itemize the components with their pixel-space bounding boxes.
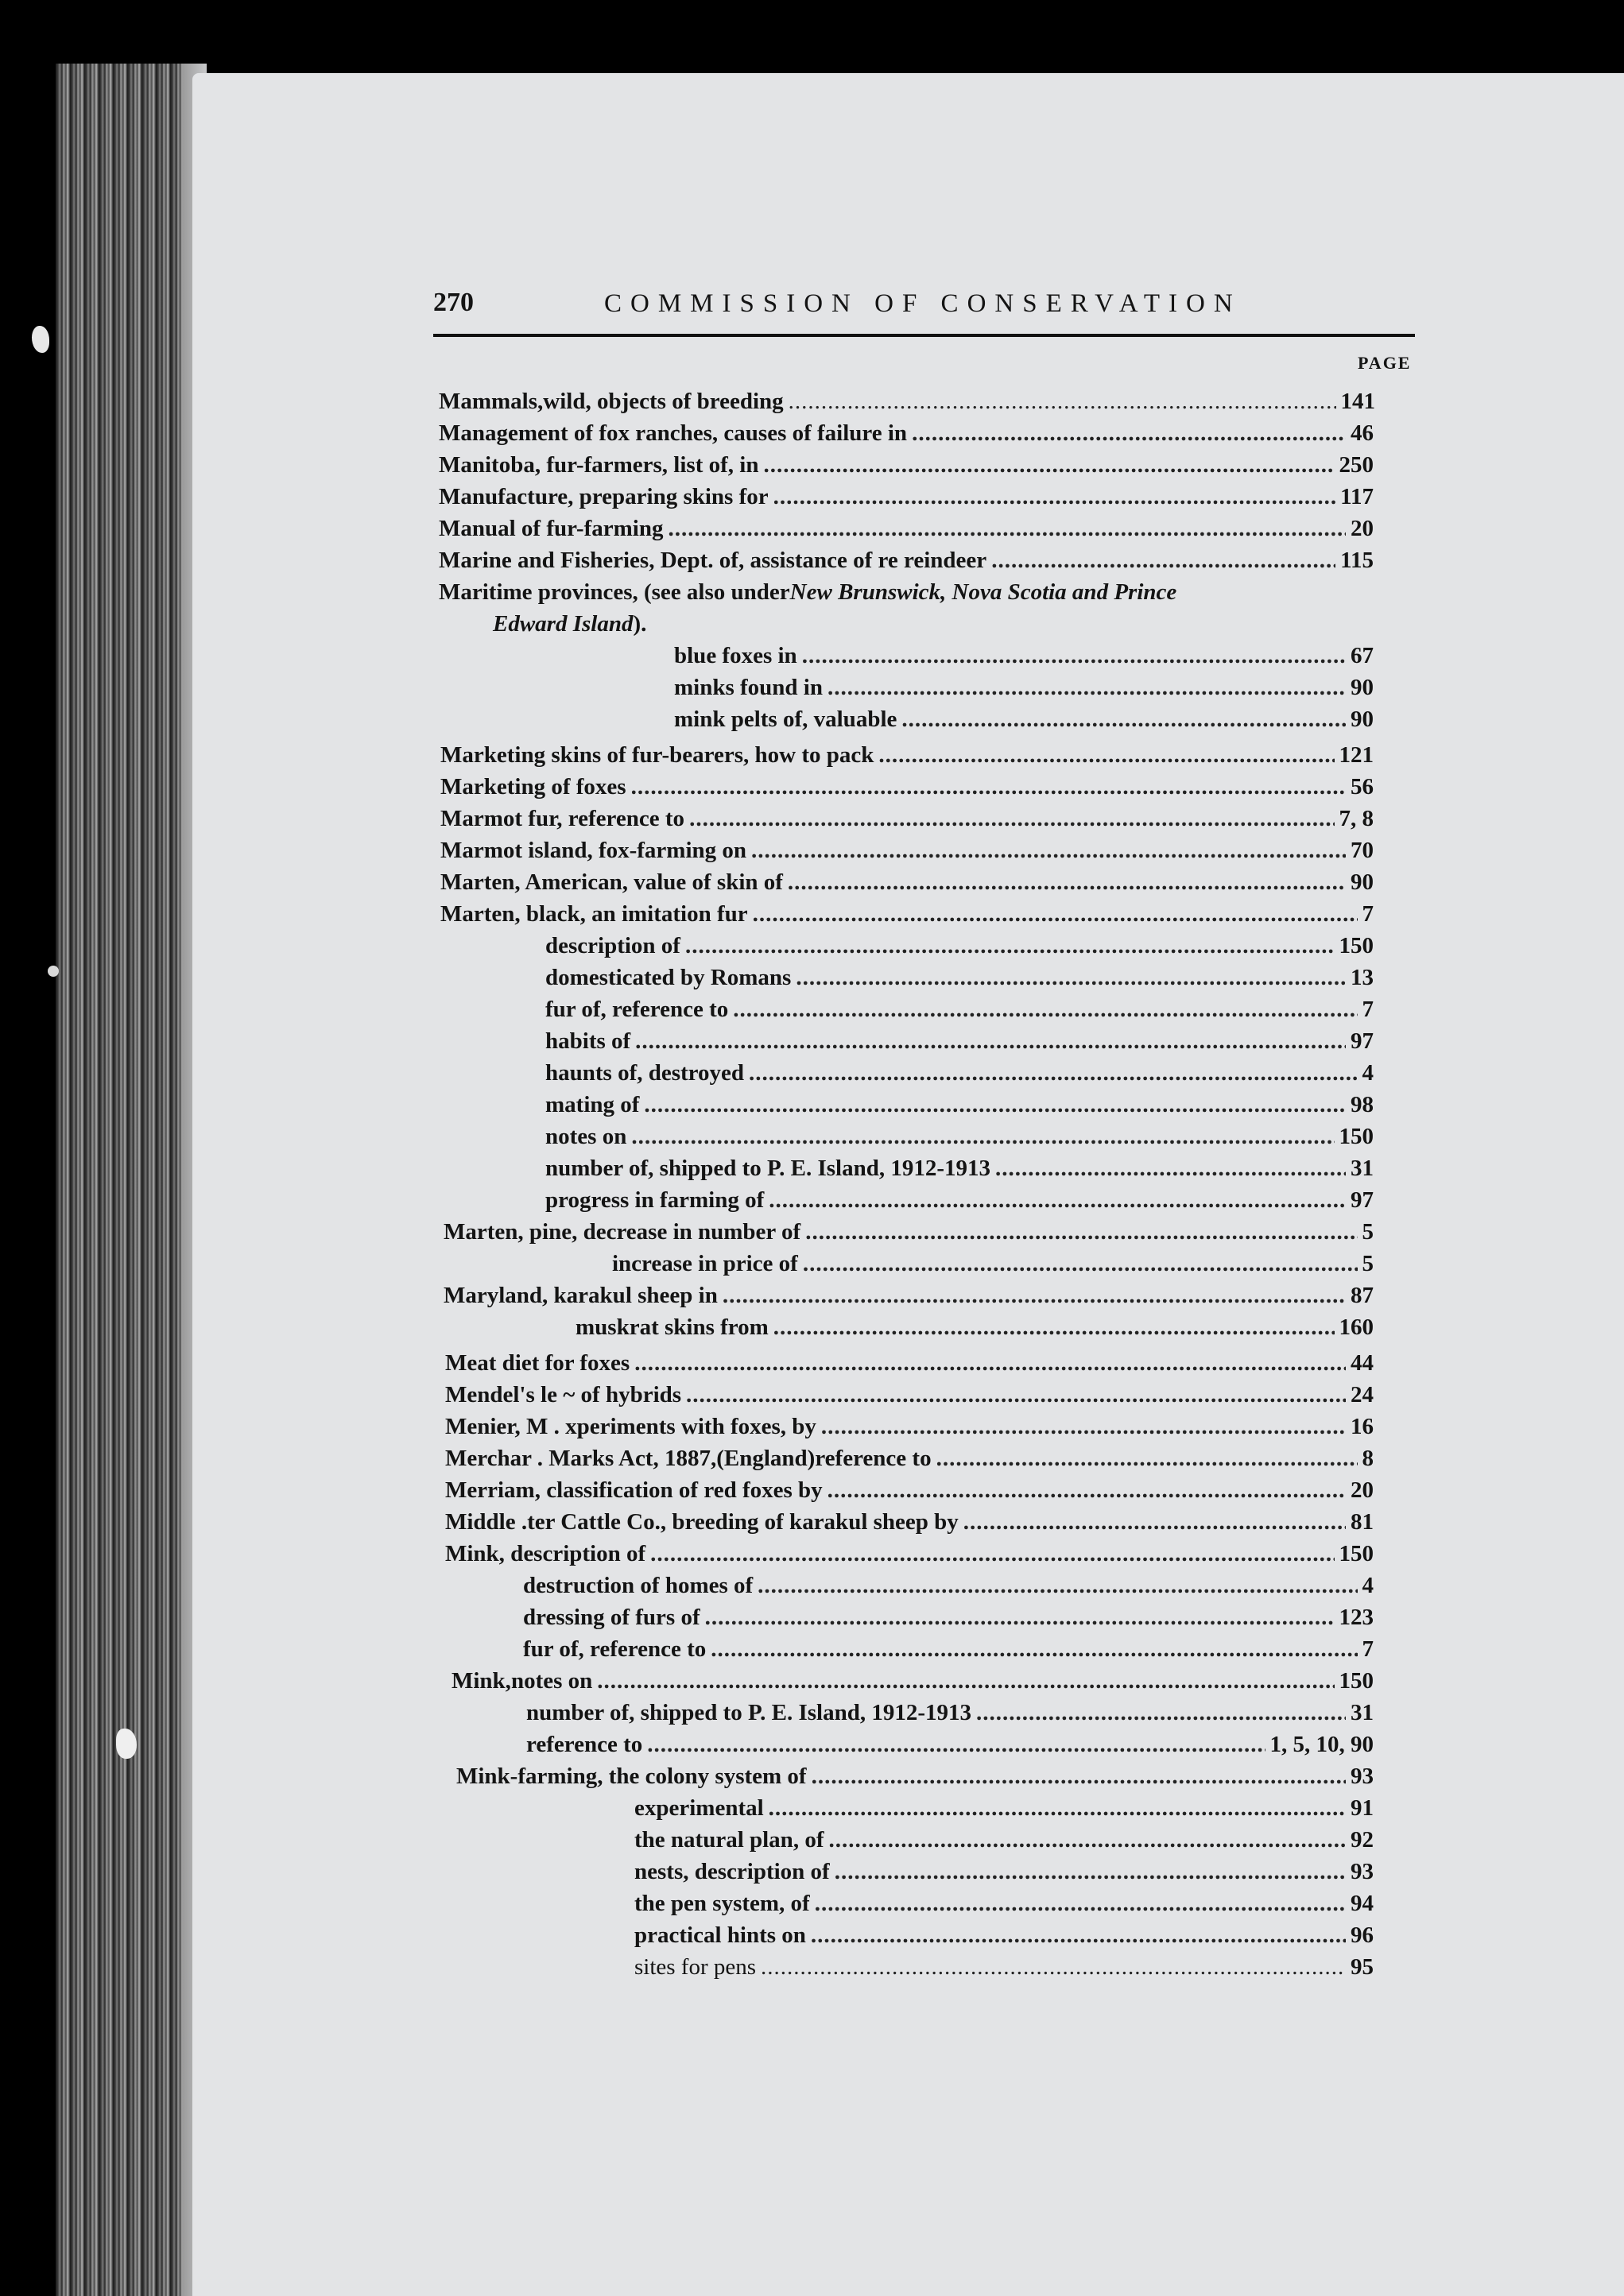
page-number: 270: [433, 288, 474, 317]
index-entry: [445, 1411, 1374, 1442]
dot-leader: [821, 1411, 1346, 1442]
dot-leader: [668, 513, 1346, 544]
entry-text: Merriam, classification of red foxes by: [445, 1477, 823, 1503]
entry-page: 8: [1362, 1446, 1374, 1471]
dot-leader: [686, 1379, 1346, 1411]
entry-page: 20: [1351, 1477, 1374, 1503]
dot-leader: [705, 1601, 1335, 1633]
dot-leader: [812, 1760, 1346, 1792]
index-subentry: [545, 993, 1374, 1025]
entry-page: 4: [1362, 1573, 1374, 1598]
entry-page: 117: [1340, 484, 1374, 509]
dot-leader: [912, 417, 1346, 449]
dot-leader: [751, 834, 1346, 866]
index-entry: [439, 417, 1374, 449]
index-entry: [439, 449, 1374, 481]
index-subentry: [634, 1919, 1374, 1951]
entry-page: 121: [1339, 742, 1374, 768]
entry-page: 5: [1362, 1219, 1374, 1245]
index-subentry: [545, 1025, 1374, 1057]
entry-text: muskrat skins from: [576, 1314, 769, 1340]
entry-text: Mink-farming, the colony system of: [456, 1764, 807, 1789]
index-entry: [456, 1760, 1374, 1792]
index-entry: [445, 1379, 1374, 1411]
entry-page: 150: [1339, 1541, 1374, 1566]
entry-text: reference to: [526, 1732, 643, 1757]
dot-leader: [976, 1697, 1346, 1729]
entry-text: Marten, pine, decrease in number of: [444, 1219, 801, 1245]
entry-text: Management of fox ranches, causes of failure in: [439, 420, 908, 446]
index-entry: [445, 1347, 1374, 1379]
index-subentry: [545, 1089, 1374, 1121]
entry-text: habits of: [545, 1028, 631, 1054]
dot-leader: [828, 1474, 1346, 1506]
index-entry: [440, 866, 1374, 898]
index-subentry: [545, 962, 1374, 993]
entry-heading: Mammals,: [439, 389, 544, 414]
dot-leader: [803, 1248, 1358, 1280]
entry-page: 94: [1351, 1891, 1374, 1916]
entry-page: 90: [1351, 707, 1374, 732]
entry-page: 150: [1339, 933, 1374, 958]
dot-leader: [647, 1729, 1265, 1760]
entry-page: 90: [1351, 869, 1374, 895]
entry-page: 13: [1351, 965, 1374, 990]
entry-page: 91: [1351, 1795, 1374, 1821]
entry-page: 16: [1351, 1414, 1374, 1439]
entry-text: Middle .ter Cattle Co., breeding of karakul sheep by: [445, 1509, 959, 1535]
entry-text: blue foxes in: [674, 643, 797, 668]
dot-leader: [733, 993, 1357, 1025]
entry-page: 67: [1351, 643, 1374, 668]
entry-text: Mink, description of: [445, 1541, 646, 1566]
dot-leader: [936, 1442, 1358, 1474]
entry-text: minks found in: [674, 675, 823, 700]
entry-page: 56: [1351, 774, 1374, 800]
entry-text: mink pelts of, valuable: [674, 707, 897, 732]
index-entry: [439, 481, 1374, 513]
index-subentry: [576, 1311, 1374, 1343]
entry-see-also: New Brunswick, Nova Scotia and Prince: [789, 579, 1177, 605]
index-subentry: [634, 1888, 1374, 1919]
entry-page: 93: [1351, 1859, 1374, 1884]
entry-text: Marten, black, an imitation fur: [440, 901, 748, 927]
entry-text: Merchar . Marks Act, 1887,: [445, 1446, 717, 1471]
index-entry: [445, 1506, 1374, 1538]
index-entry: [445, 1474, 1374, 1506]
entry-page: 141: [1340, 389, 1375, 414]
index-subentry: [523, 1633, 1374, 1665]
entry-page: 7: [1362, 997, 1374, 1022]
dot-leader: [689, 803, 1334, 834]
entry-page: 7, 8: [1339, 806, 1374, 831]
running-title: COMMISSION OF CONSERVATION: [604, 289, 1242, 318]
entry-page: 93: [1351, 1764, 1374, 1789]
dot-leader: [796, 962, 1346, 993]
entry-text: nests, description of: [634, 1859, 830, 1884]
entry-text: reference to: [815, 1446, 932, 1471]
entry-text: dressing of furs of: [523, 1605, 700, 1630]
index-entry: [439, 385, 1375, 417]
index-subentry: [634, 1951, 1374, 1983]
entry-page: 31: [1351, 1700, 1374, 1725]
dot-leader: [901, 703, 1346, 735]
dot-leader: [685, 930, 1335, 962]
index-subentry: [545, 1184, 1374, 1216]
entry-text: Manufacture, preparing skins for: [439, 484, 769, 509]
dot-leader: [723, 1280, 1346, 1311]
entry-text: Marine and Fisheries, Dept. of, assistance of re reindeer: [439, 548, 987, 573]
dot-leader: [631, 771, 1346, 803]
entry-page: 87: [1351, 1283, 1374, 1308]
entry-text: Marketing skins of fur-bearers, how to pack: [440, 742, 874, 768]
dot-leader: [758, 1570, 1357, 1601]
dot-leader: [773, 481, 1335, 513]
index-subentry: [545, 930, 1374, 962]
page-column-label: PAGE: [1358, 353, 1412, 373]
index-subentry: [634, 1792, 1374, 1824]
entry-text: notes on: [545, 1124, 627, 1149]
entry-page: 24: [1351, 1382, 1374, 1407]
index-subentry: [545, 1121, 1374, 1152]
entry-page: 115: [1340, 548, 1374, 573]
entry-text: Maryland, karakul sheep in: [444, 1283, 718, 1308]
index-subentry: [634, 1856, 1374, 1888]
entry-page: 7: [1362, 1636, 1374, 1662]
dot-leader: [788, 866, 1346, 898]
entry-page: 97: [1351, 1028, 1374, 1054]
entry-text: Marmot island, fox-farming on: [440, 838, 747, 863]
dot-leader: [828, 1824, 1346, 1856]
entry-see-also: Edward Island: [493, 611, 634, 637]
dot-leader: [802, 640, 1346, 672]
index-entry: [445, 1442, 1374, 1474]
index-entry: [440, 771, 1374, 803]
entry-page: 5: [1362, 1251, 1374, 1276]
entry-text: mating of: [545, 1092, 640, 1117]
entry-page: 44: [1351, 1350, 1374, 1376]
dot-leader: [995, 1152, 1346, 1184]
dot-leader: [789, 385, 1336, 417]
index-subentry: [634, 1824, 1374, 1856]
dot-leader: [761, 1951, 1346, 1983]
index-entry: [440, 803, 1374, 834]
entry-text: notes on: [510, 1668, 593, 1694]
index-entry: [445, 1538, 1374, 1570]
dot-leader: [631, 1121, 1334, 1152]
entry-text: Marten, American, value of skin of: [440, 869, 783, 895]
entry-page: 98: [1351, 1092, 1374, 1117]
dot-leader: [963, 1506, 1346, 1538]
index-entry: [440, 898, 1374, 930]
index-entry: [444, 1216, 1374, 1248]
dot-leader: [805, 1216, 1357, 1248]
entry-text: wild, objects of breeding: [543, 389, 784, 414]
index-entry: [439, 576, 1377, 608]
index-entry: [440, 739, 1374, 771]
entry-text: domesticated by Romans: [545, 965, 792, 990]
entry-text: Meat diet for foxes: [445, 1350, 630, 1376]
index-subentry: [523, 1570, 1374, 1601]
entry-text: number of, shipped to P. E. Island, 1912-1913: [526, 1700, 971, 1725]
dot-leader: [650, 1538, 1334, 1570]
index-entry: [439, 544, 1374, 576]
entry-text: Manitoba, fur-farmers, list of, in: [439, 452, 759, 478]
index-entry: [440, 834, 1374, 866]
entry-text: progress in farming of: [545, 1187, 765, 1213]
entry-page: 7: [1362, 901, 1374, 927]
entry-text: Mendel's le ~ of hybrids: [445, 1382, 682, 1407]
entry-text: the natural plan, of: [634, 1827, 824, 1853]
index-subentry: [526, 1729, 1374, 1760]
index-entry: [444, 1280, 1374, 1311]
entry-page: 46: [1351, 420, 1374, 446]
entry-text: destruction of homes of: [523, 1573, 754, 1598]
entry-text: Maritime provinces, (see also under: [439, 579, 790, 605]
index-subentry: [526, 1697, 1374, 1729]
index-subentry: [545, 1152, 1374, 1184]
dot-leader: [769, 1184, 1346, 1216]
index-entry-continuation: [493, 608, 970, 640]
dot-leader: [815, 1888, 1346, 1919]
index-subentry: [612, 1248, 1374, 1280]
dot-leader: [811, 1919, 1346, 1951]
dot-leader: [635, 1025, 1346, 1057]
entry-page: 81: [1351, 1509, 1374, 1535]
entry-text: haunts of, destroyed: [545, 1060, 745, 1086]
entry-text: Manual of fur-farming: [439, 516, 664, 541]
entry-text: Menier, M . xperiments with foxes, by: [445, 1414, 816, 1439]
dot-leader: [634, 1347, 1346, 1379]
entry-text: number of, shipped to P. E. Island, 1912-1913: [545, 1156, 990, 1181]
entry-text: ).: [633, 611, 647, 637]
entry-text: experimental: [634, 1795, 764, 1821]
dot-leader: [711, 1633, 1357, 1665]
entry-page: 250: [1339, 452, 1374, 478]
entry-page: 90: [1351, 675, 1374, 700]
dot-leader: [828, 672, 1346, 703]
dot-leader: [835, 1856, 1346, 1888]
index-subentry: [674, 672, 1374, 703]
entry-page: 123: [1339, 1605, 1374, 1630]
index-entry: [452, 1665, 1374, 1697]
index-subentry: [545, 1057, 1374, 1089]
dot-leader: [644, 1089, 1346, 1121]
entry-page: 31: [1351, 1156, 1374, 1181]
entry-page: 160: [1339, 1314, 1374, 1340]
dot-leader: [878, 739, 1334, 771]
dot-leader: [769, 1792, 1346, 1824]
index-subentry: [674, 703, 1374, 735]
entry-text: fur of, reference to: [523, 1636, 707, 1662]
entry-page: 95: [1351, 1954, 1374, 1980]
dot-leader: [597, 1665, 1334, 1697]
entry-page: 97: [1351, 1187, 1374, 1213]
entry-emphasis: (England): [716, 1446, 816, 1471]
entry-page: 1, 5, 10, 90: [1269, 1732, 1374, 1757]
entry-page: 20: [1351, 516, 1374, 541]
entry-page: 70: [1351, 838, 1374, 863]
entry-text: Marmot fur, reference to: [440, 806, 685, 831]
dot-leader: [763, 449, 1334, 481]
entry-text: practical hints on: [634, 1922, 806, 1948]
entry-text: description of: [545, 933, 680, 958]
dot-leader: [749, 1057, 1357, 1089]
entry-page: 4: [1362, 1060, 1374, 1086]
entry-page: 92: [1351, 1827, 1374, 1853]
index-subentry: [674, 640, 1374, 672]
entry-page: 150: [1339, 1124, 1374, 1149]
entry-heading: Mink,: [452, 1668, 511, 1694]
entry-text: the pen system, of: [634, 1891, 810, 1916]
entry-text: sites for pens: [634, 1954, 757, 1980]
dot-leader: [991, 544, 1335, 576]
entry-page: 150: [1339, 1668, 1374, 1694]
index-subentry: [523, 1601, 1374, 1633]
dot-leader: [753, 898, 1358, 930]
entry-text: Marketing of foxes: [440, 774, 626, 800]
dot-leader: [773, 1311, 1335, 1343]
entry-text: fur of, reference to: [545, 997, 729, 1022]
entry-page: 96: [1351, 1922, 1374, 1948]
index-entry: [439, 513, 1374, 544]
entry-text: increase in price of: [612, 1251, 798, 1276]
